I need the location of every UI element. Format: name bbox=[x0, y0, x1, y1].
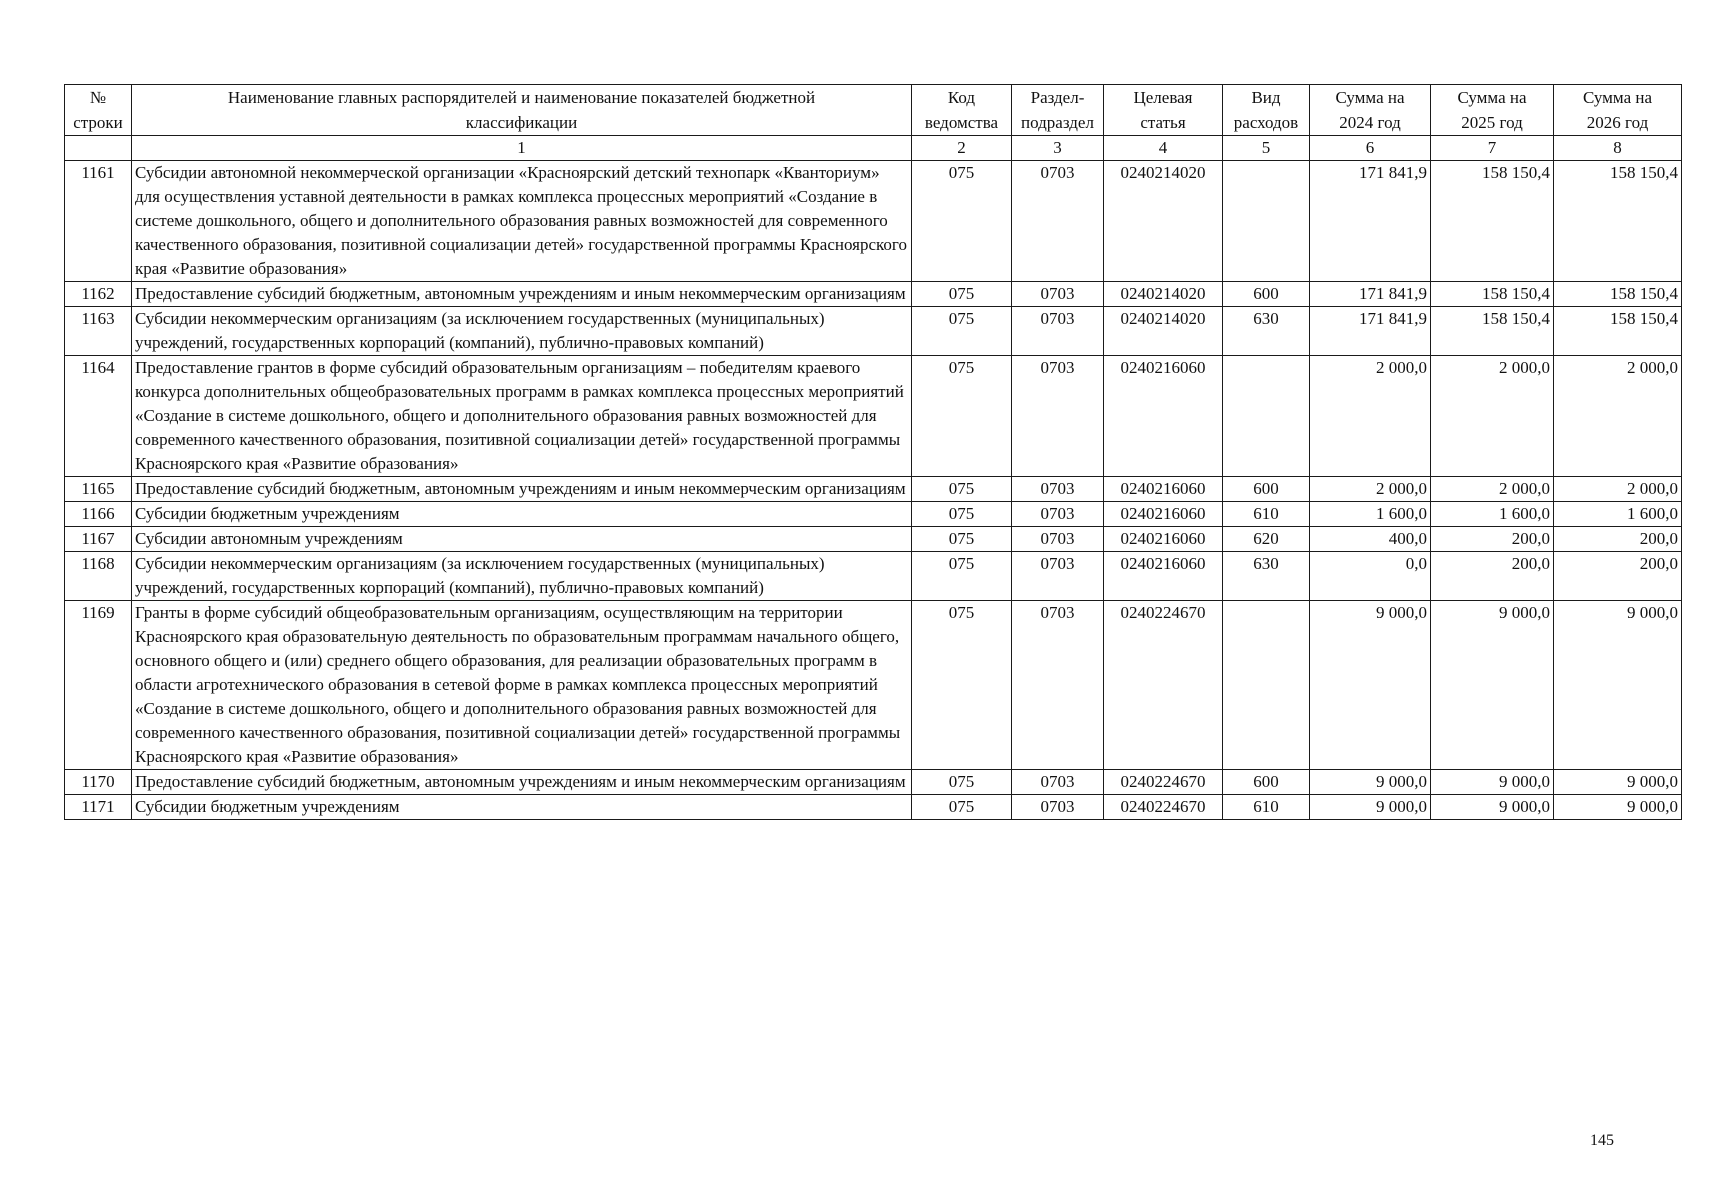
expense-type-cell: 620 bbox=[1223, 527, 1310, 552]
sum-2025-cell: 158 150,4 bbox=[1431, 161, 1554, 282]
sum-2024-cell: 171 841,9 bbox=[1310, 307, 1431, 356]
header-razdel: Раздел- подраздел bbox=[1012, 85, 1104, 136]
name-cell: Предоставление субсидий бюджетным, автономным учреждениям и иным некоммерческим организациям bbox=[132, 282, 912, 307]
target-article-cell: 0240214020 bbox=[1104, 282, 1223, 307]
target-article-cell: 0240216060 bbox=[1104, 477, 1223, 502]
column-number: 2 bbox=[912, 136, 1012, 161]
table-row bbox=[65, 770, 1682, 795]
target-article-cell: 0240214020 bbox=[1104, 307, 1223, 356]
target-article-cell: 0240224670 bbox=[1104, 795, 1223, 820]
table-row bbox=[65, 527, 1682, 552]
row-number-cell: 1171 bbox=[65, 795, 132, 820]
column-number bbox=[65, 136, 132, 161]
header-row bbox=[65, 85, 1682, 136]
sum-2025-cell: 2 000,0 bbox=[1431, 477, 1554, 502]
vedom-code-cell: 075 bbox=[912, 601, 1012, 770]
razdel-cell: 0703 bbox=[1012, 527, 1104, 552]
sum-2025-cell: 200,0 bbox=[1431, 552, 1554, 601]
name-cell: Предоставление субсидий бюджетным, автономным учреждениям и иным некоммерческим организациям bbox=[132, 770, 912, 795]
row-number-cell: 1165 bbox=[65, 477, 132, 502]
name-cell: Субсидии бюджетным учреждениям bbox=[132, 502, 912, 527]
vedom-code-cell: 075 bbox=[912, 502, 1012, 527]
header-vid: Вид расходов bbox=[1223, 85, 1310, 136]
razdel-cell: 0703 bbox=[1012, 477, 1104, 502]
row-number-cell: 1164 bbox=[65, 356, 132, 477]
expense-type-cell: 610 bbox=[1223, 795, 1310, 820]
header-sum-2025: Сумма на 2025 год bbox=[1431, 85, 1554, 136]
razdel-cell: 0703 bbox=[1012, 601, 1104, 770]
sum-2024-cell: 9 000,0 bbox=[1310, 770, 1431, 795]
sum-2025-cell: 1 600,0 bbox=[1431, 502, 1554, 527]
name-cell: Субсидии некоммерческим организациям (за исключением государственных (муниципальных) учреждений, государственных корпораций (компаний), публично-правовых компаний) bbox=[132, 552, 912, 601]
sum-2024-cell: 400,0 bbox=[1310, 527, 1431, 552]
table-row bbox=[65, 477, 1682, 502]
column-number-row bbox=[65, 136, 1682, 161]
sum-2026-cell: 9 000,0 bbox=[1554, 601, 1682, 770]
name-cell: Субсидии некоммерческим организациям (за исключением государственных (муниципальных) учреждений, государственных корпораций (компаний), публично-правовых компаний) bbox=[132, 307, 912, 356]
table-row bbox=[65, 601, 1682, 770]
vedom-code-cell: 075 bbox=[912, 282, 1012, 307]
target-article-cell: 0240216060 bbox=[1104, 502, 1223, 527]
razdel-cell: 0703 bbox=[1012, 795, 1104, 820]
column-number: 1 bbox=[132, 136, 912, 161]
expense-type-cell: 630 bbox=[1223, 307, 1310, 356]
razdel-cell: 0703 bbox=[1012, 161, 1104, 282]
sum-2025-cell: 158 150,4 bbox=[1431, 282, 1554, 307]
header-row-number: № строки bbox=[65, 85, 132, 136]
sum-2024-cell: 1 600,0 bbox=[1310, 502, 1431, 527]
target-article-cell: 0240224670 bbox=[1104, 601, 1223, 770]
sum-2024-cell: 171 841,9 bbox=[1310, 282, 1431, 307]
sum-2025-cell: 2 000,0 bbox=[1431, 356, 1554, 477]
sum-2026-cell: 2 000,0 bbox=[1554, 356, 1682, 477]
row-number-cell: 1170 bbox=[65, 770, 132, 795]
header-sum-2026: Сумма на 2026 год bbox=[1554, 85, 1682, 136]
row-number-cell: 1163 bbox=[65, 307, 132, 356]
table-row bbox=[65, 307, 1682, 356]
vedom-code-cell: 075 bbox=[912, 356, 1012, 477]
expense-type-cell bbox=[1223, 601, 1310, 770]
row-number-cell: 1167 bbox=[65, 527, 132, 552]
expense-type-cell bbox=[1223, 356, 1310, 477]
sum-2025-cell: 9 000,0 bbox=[1431, 601, 1554, 770]
table-row bbox=[65, 356, 1682, 477]
vedom-code-cell: 075 bbox=[912, 552, 1012, 601]
razdel-cell: 0703 bbox=[1012, 307, 1104, 356]
name-cell: Субсидии автономной некоммерческой организации «Красноярский детский технопарк «Кванториум» для осуществления уставной деятельности в рамках комплекса процессных мероприятий «Создание в системе дошкольного, общего и дополнительного образования равных возможностей для современного качественного образования, позитивной социализации детей» государственной программы Красноярского края «Развитие образования» bbox=[132, 161, 912, 282]
expense-type-cell: 600 bbox=[1223, 282, 1310, 307]
name-cell: Предоставление грантов в форме субсидий образовательным организациям – победителям краевого конкурса дополнительных общеобразовательных программ в рамках комплекса процессных мероприятий «Создание в системе дошкольного, общего и дополнительного образования равных возможностей для современного качественного образования, позитивной социализации детей» государственной программы Красноярского края «Развитие образования» bbox=[132, 356, 912, 477]
target-article-cell: 0240224670 bbox=[1104, 770, 1223, 795]
row-number-cell: 1161 bbox=[65, 161, 132, 282]
sum-2024-cell: 171 841,9 bbox=[1310, 161, 1431, 282]
vedom-code-cell: 075 bbox=[912, 161, 1012, 282]
row-number-cell: 1169 bbox=[65, 601, 132, 770]
target-article-cell: 0240214020 bbox=[1104, 161, 1223, 282]
name-cell: Субсидии бюджетным учреждениям bbox=[132, 795, 912, 820]
table-row bbox=[65, 282, 1682, 307]
sum-2025-cell: 9 000,0 bbox=[1431, 795, 1554, 820]
column-number: 8 bbox=[1554, 136, 1682, 161]
sum-2026-cell: 1 600,0 bbox=[1554, 502, 1682, 527]
row-number-cell: 1166 bbox=[65, 502, 132, 527]
sum-2024-cell: 9 000,0 bbox=[1310, 795, 1431, 820]
target-article-cell: 0240216060 bbox=[1104, 527, 1223, 552]
table-row bbox=[65, 795, 1682, 820]
vedom-code-cell: 075 bbox=[912, 477, 1012, 502]
column-number: 6 bbox=[1310, 136, 1431, 161]
sum-2025-cell: 9 000,0 bbox=[1431, 770, 1554, 795]
sum-2026-cell: 158 150,4 bbox=[1554, 307, 1682, 356]
table-row bbox=[65, 161, 1682, 282]
name-cell: Гранты в форме субсидий общеобразовательным организациям, осуществляющим на территории Красноярского края образовательную деятельность по образовательным программам начального общего, основного общего и (или) среднего общего образования, для реализации образовательных программ в области агротехнического образования в сетевой форме в рамках комплекса процессных мероприятий «Создание в системе дошкольного, общего и дополнительного образования равных возможностей для современного качественного образования, позитивной социализации детей» государственной программы Красноярского края «Развитие образования» bbox=[132, 601, 912, 770]
sum-2026-cell: 9 000,0 bbox=[1554, 770, 1682, 795]
target-article-cell: 0240216060 bbox=[1104, 552, 1223, 601]
name-cell: Субсидии автономным учреждениям bbox=[132, 527, 912, 552]
sum-2026-cell: 158 150,4 bbox=[1554, 282, 1682, 307]
row-number-cell: 1162 bbox=[65, 282, 132, 307]
column-number: 4 bbox=[1104, 136, 1223, 161]
razdel-cell: 0703 bbox=[1012, 502, 1104, 527]
sum-2026-cell: 200,0 bbox=[1554, 527, 1682, 552]
column-number: 5 bbox=[1223, 136, 1310, 161]
razdel-cell: 0703 bbox=[1012, 552, 1104, 601]
header-target: Целевая статья bbox=[1104, 85, 1223, 136]
header-sum-2024: Сумма на 2024 год bbox=[1310, 85, 1431, 136]
razdel-cell: 0703 bbox=[1012, 282, 1104, 307]
sum-2026-cell: 9 000,0 bbox=[1554, 795, 1682, 820]
sum-2024-cell: 0,0 bbox=[1310, 552, 1431, 601]
table-row bbox=[65, 502, 1682, 527]
sum-2026-cell: 2 000,0 bbox=[1554, 477, 1682, 502]
row-number-cell: 1168 bbox=[65, 552, 132, 601]
page-number: 145 bbox=[1590, 1132, 1614, 1149]
sum-2026-cell: 200,0 bbox=[1554, 552, 1682, 601]
expense-type-cell: 600 bbox=[1223, 770, 1310, 795]
expense-type-cell: 610 bbox=[1223, 502, 1310, 527]
vedom-code-cell: 075 bbox=[912, 307, 1012, 356]
expense-type-cell: 630 bbox=[1223, 552, 1310, 601]
header-name: Наименование главных распорядителей и наименование показателей бюджетной классификации bbox=[132, 85, 912, 136]
vedom-code-cell: 075 bbox=[912, 770, 1012, 795]
sum-2025-cell: 158 150,4 bbox=[1431, 307, 1554, 356]
razdel-cell: 0703 bbox=[1012, 356, 1104, 477]
column-number: 7 bbox=[1431, 136, 1554, 161]
sum-2024-cell: 2 000,0 bbox=[1310, 477, 1431, 502]
header-vedom: Код ведомства bbox=[912, 85, 1012, 136]
budget-table bbox=[64, 84, 1682, 820]
vedom-code-cell: 075 bbox=[912, 527, 1012, 552]
vedom-code-cell: 075 bbox=[912, 795, 1012, 820]
sum-2025-cell: 200,0 bbox=[1431, 527, 1554, 552]
table-row bbox=[65, 552, 1682, 601]
expense-type-cell bbox=[1223, 161, 1310, 282]
razdel-cell: 0703 bbox=[1012, 770, 1104, 795]
target-article-cell: 0240216060 bbox=[1104, 356, 1223, 477]
sum-2026-cell: 158 150,4 bbox=[1554, 161, 1682, 282]
column-number: 3 bbox=[1012, 136, 1104, 161]
sum-2024-cell: 9 000,0 bbox=[1310, 601, 1431, 770]
expense-type-cell: 600 bbox=[1223, 477, 1310, 502]
name-cell: Предоставление субсидий бюджетным, автономным учреждениям и иным некоммерческим организациям bbox=[132, 477, 912, 502]
sum-2024-cell: 2 000,0 bbox=[1310, 356, 1431, 477]
table-body bbox=[65, 161, 1682, 820]
